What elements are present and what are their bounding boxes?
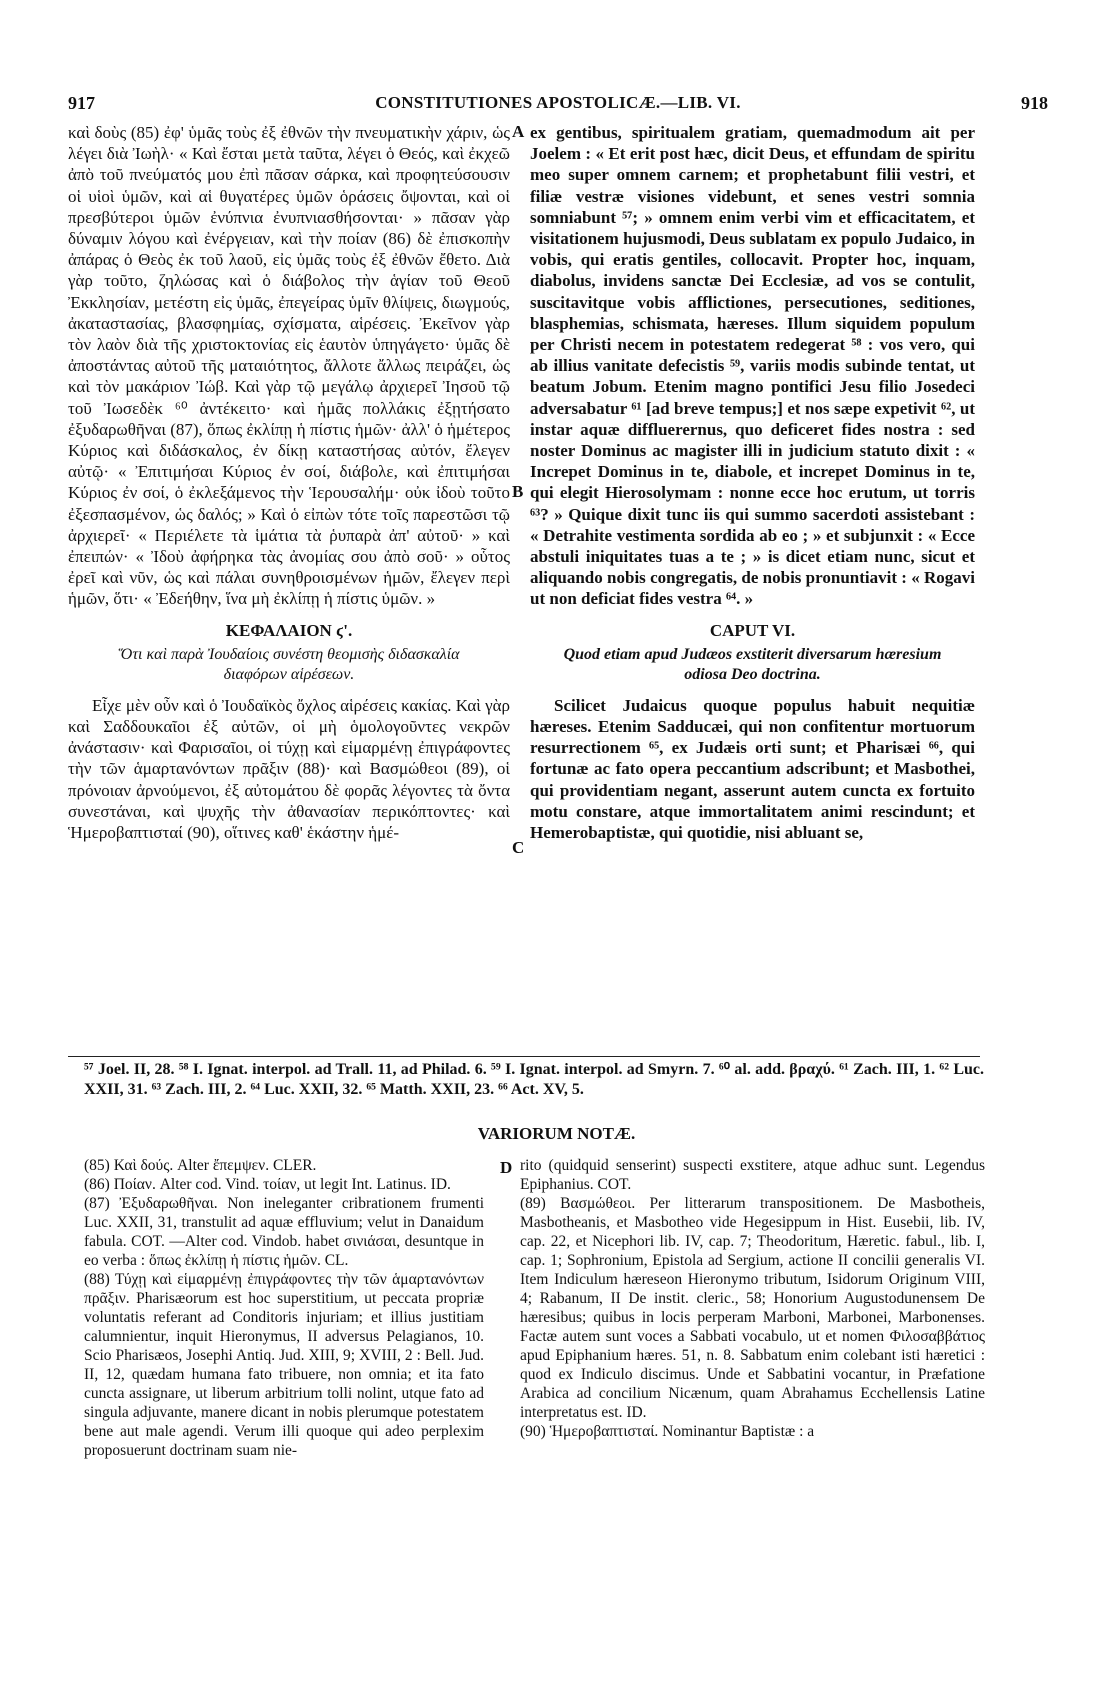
latin-paragraph: Scilicet Judaicus quoque populus habuit nequitiæ hæreses. Etenim Sadducæi, qui non confitentur mortuorum resurrectionem ⁶⁵, ex Judæis orti sunt; et Pharisæi ⁶⁶, qui fortunæ ac fato opera peccantium adscribunt; et Masbothei, qui providentiam negant, asserunt autem cuncta ex fortuito motu constare, atque immortalitatem animi rescindunt; et Hemerobaptistæ, qui quotidie, nisi abluant se, bbox=[530, 695, 975, 843]
greek-column bbox=[68, 122, 510, 843]
margin-marker-c: C bbox=[512, 838, 525, 857]
margin-marker-b: B bbox=[512, 482, 524, 501]
latin-chapter-subtitle: Quod etiam apud Judæos exstiterit diversarum hæresium odiosa Deo doctrina. bbox=[563, 645, 942, 683]
margin-marker-d: D bbox=[500, 1158, 513, 1177]
greek-paragraph: καὶ δοὺς (85) ἐφ' ὑμᾶς τοὺς ἐξ ἐθνῶν τὴν πνευματικὴν χάριν, ὡς λέγει διὰ Ἰωὴλ· « Καὶ ἔσται μετὰ ταῦτα, λέγει ὁ Θεός, καὶ ἐκχεῶ ἀπὸ τοῦ πνεύματός μου ἐπὶ πᾶσαν σάρκα, καὶ προφητεύσουσιν οἱ υἱοὶ ὑμῶν, καὶ αἱ θυγατέρες ὑμῶν ὁράσεις ὄψονται, καὶ οἱ πρεσβύτεροι ὑμῶν ἐνύπνια ἐνυπνιασθήσονται· » πᾶσαν γὰρ δύναμιν λόγου καὶ ἐνέργειαν, καὶ τὴν ποίαν (86) δὲ ἐπισκοπὴν ἀπάρας ὁ Θεὸς ἐκ τοῦ λαοῦ, εἰς ὑμᾶς τοὺς ἐξ ἐθνῶν ἔθετο. Διὰ γὰρ τοῦτο, ζηλώσας καὶ ὁ διάβολος τὴν ἁγίαν τοῦ Θεοῦ Ἐκκλησίαν, μετέστη εἰς ὑμᾶς, ἐπεγείρας ὑμῖν θλίψεις, διωγμούς, ἀκαταστασίας, βλασφημίας, σχίσματα, αἱρέσεις. Ἐκεῖνον γὰρ τὸν λαὸν διὰ τῆς χριστοκτονίας εἰς ἑαυτὸν ὑπηγάγετο· ὑμᾶς δὲ ἀποστάντας αὐτοῦ τῆς ματαιότητος, ἄλλοτε ἄλλως πειράζει, ὡς καὶ τὸν μακάριον Ἰώβ. Καὶ γὰρ τῷ μεγάλῳ ἀρχιερεῖ Ἰησοῦ τῷ τοῦ Ἰωσεδὲκ ⁶⁰ ἀντέκειτο· καὶ ἡμᾶς πολλάκις ἐξῃτήσατο ἐξυδαρωθῆναι (87), ὅπως ἐκλίπῃ ἡ πίστις ἡμῶν· ἀλλ' ὁ ἡμέτερος Κύριος καὶ διδάσκαλος, ἐν δίκῃ καταστήσας αὐτόν, ἔλεγεν αὐτῷ· « Ἐπιτιμήσαι Κύριος ἐν σοί, διάβολε, καὶ ἐπιτιμήσαι Κύριος ἐν σοί, ὁ ἐκλεξάμενος τὴν Ἱερουσαλήμ· οὐκ ἰδοὺ τοῦτο ἐξεσπασμένον, ὡς δαλός; » Καὶ ὁ εἰπὼν τότε τοῖς παρεστῶσι τῷ ἀρχιερεῖ· « Περιέλετε τὰ ἱμάτια τὰ ῥυπαρὰ ἀπ' αὐτοῦ· » καὶ ἐπειπών· « Ἰδοὺ ἀφήρηκα τὰς ἀνομίας σου ἀπὸ σοῦ· » οὗτος ἐρεῖ καὶ νῦν, ὡς καὶ πάλαι συνηθροισμένων ἡμῶν, ἔλεγεν περὶ ἡμῶν, ὅτι· « Ἐδεήθην, ἵνα μὴ ἐκλίπῃ ἡ πίστις ὑμῶν. » bbox=[68, 123, 510, 609]
note-entry: (89) Βασμώθεοι. Per litterarum transpositionem. De Masbotheis, Masbotheanis, et Masbotheo vide Hegesippum in Hist. Eusebii, lib. IV, cap. 22, et Nicephori lib. IV, cap. 7; Theodoritum, Hæretic. fabul., lib. I, cap. 1; Sophronium, Epistola ad Sergium, actione II concilii generalis VI. Item Indiculum hæreseon Hieronymo tributum, Isidorum Originum VIII, 4; Rabanum, II De instit. cleric., 58; Honorium Augustodunensem De hæresibus; quibus in locis perperam Marboni, Marbonei, Marbonenses. Factæ autem sunt voces a Sabbati vocabulo, ut et nomen Φιλοσαββάτιος apud Epiphanium hæres. 51, n. 8. Sabbatum enim colebant isti hæretici : quod ex Indiculo discimus. Unde et Sabbatini vocantur, in Præfatione Arabica ad concilium Nicænum, quam Abrahamus Ecchellensis Latine interpretatus est. ID. bbox=[520, 1195, 985, 1421]
footnote-divider bbox=[68, 1056, 980, 1057]
note-entry: (90) Ἡμεροβαπτισταί. Nominantur Baptistæ : a bbox=[520, 1423, 815, 1440]
note-entry: (88) Τύχῃ καὶ εἱμαρμένῃ ἐπιγράφοντες τὴν τῶν ἁμαρτανόντων πρᾶξιν. Pharisæorum est hoc superstitium, ut peccata propriæ voluntatis referant ad Conditoris injuriam; et illius justitiam calumnientur, inquit Hieronymus, II adversus Pelagianos, 10. Scio Pharisæos, Josephi Antiq. Jud. XIII, 9; XVIII, 2 : Bell. Jud. II, 12, quædam humana fato tribuere, non omnia; et ita fato cuncta assignare, ut liberum arbitrium tolli nolint, utque fato ad singula adjuvante, manere dicant in nobis plerumque potestatem bene aut male agendi. Verum illi quoque qui adeo perplexim proposuerunt doctrinam suam nie- bbox=[84, 1271, 484, 1459]
note-entry: (87) Ἐξυδαρωθῆναι. Non ineleganter cribrationem frumenti Luc. XXII, 31, transtulit ad aquæ effluvium; velut in Danaidum fabula. COT. —Alter cod. Vindob. habet σινιάσαι, desuntque in eo verba : ὅπως ἐκλίπῃ ἡ πίστις ἡμῶν. CL. bbox=[84, 1195, 484, 1269]
page-number-left: 917 bbox=[68, 93, 95, 113]
latin-chapter-heading: CAPUT VI. bbox=[709, 620, 796, 640]
note-entry: rito (quidquid senserint) suspecti exstitere, atque adhuc sunt. Legendus Epiphanius. COT. bbox=[520, 1157, 985, 1193]
scripture-references: ⁵⁷ Joel. II, 28. ⁵⁸ I. Ignat. interpol. ad Trall. 11, ad Philad. 6. ⁵⁹ I. Ignat. interpol. ad Smyrn. 7. ⁶⁰ al. add. βραχύ. ⁶¹ Zach. III, 1. ⁶² Luc. XXII, 31. ⁶³ Zach. III, 2. ⁶⁴ Luc. XXII, 32. ⁶⁵ Matth. XXII, 23. ⁶⁶ Act. XV, 5. bbox=[84, 1061, 984, 1098]
page-number-right: 918 bbox=[1021, 93, 1048, 113]
notes-right-column bbox=[520, 1156, 985, 1441]
notes-title: VARIORUM NOTÆ. bbox=[477, 1124, 636, 1143]
notes-left-column bbox=[84, 1156, 484, 1460]
greek-chapter-subtitle: Ὅτι καὶ παρὰ Ἰουδαίοις συνέστη θεομισὴς διδασκαλία διαφόρων αἱρέσεων. bbox=[118, 645, 460, 683]
greek-chapter-heading: ΚΕΦΑΛΑΙΟΝ ϛ'. bbox=[225, 620, 353, 640]
note-entry: (85) Καὶ δούς. Alter ἔπεμψεν. CLER. bbox=[84, 1157, 317, 1174]
latin-column bbox=[530, 122, 975, 843]
greek-paragraph: Εἶχε μὲν οὖν καὶ ὁ Ἰουδαϊκὸς ὄχλος αἱρέσεις κακίας. Καὶ γὰρ καὶ Σαδδουκαῖοι ἐξ αὐτῶν, οἱ μὴ ὁμολογοῦντες νεκρῶν ἀνάστασιν· καὶ Φαρισαῖοι, οἱ τύχῃ καὶ εἱμαρμένῃ ἐπιγράφοντες τὴν τῶν ἁμαρτανόντων πρᾶξιν (88)· καὶ Βασμώθεοι (89), οἱ πρόνοιαν ἀρνούμενοι, ἐξ αὐτομάτου δὲ φορᾶς λέγοντες τὰ ὄντα συνεστάναι, καὶ ψυχῆς τὴν ἀθανασίαν περικόπτοντες· καὶ Ἡμεροβαπτισταί (90), οἵτινες καθ' ἑκάστην ἡμέ- bbox=[68, 695, 510, 843]
latin-paragraph: ex gentibus, spiritualem gratiam, quemadmodum ait per Joelem : « Et erit post hæc, dicit Deus, et effundam de spiritu meo super omnem carnem; et prophetabunt filii vestri, et filiæ vestræ visiones videbunt, et senes vestri somnia somniabunt ⁵⁷; » omnem enim verbi vim et efficacitatem, et visitationem hujusmodi, Deus sublatam ex populo Judaico, in vobis, qui eratis gentiles, collocavit. Propter hoc, inquam, diabolus, invidens sanctæ Dei Ecclesiæ, ad vos se contulit, suscitavitque vobis afflictiones, persecutiones, seditiones, blasphemias, schismata, hæreses. Illum siquidem populum per Christi necem in potestatem redegerat ⁵⁸ : vos vero, qui ab illius vanitate defecistis ⁵⁹, variis modis subinde tentat, ut beatum Jobum. Etenim magno pontifici Jesu filio Josedeci adversabatur ⁶¹ [ad breve tempus;] et nos sæpe expetivit ⁶², ut instar aquæ diffluerernus, quo deficeret fides nostra : sed noster Dominus ac magister illi in judicium statuto dixit : « Increpet Dominus in te, diabole, et increpet Dominus in te, qui elegit Hierosolymam : nonne ecce hoc erutum, ut torris ⁶³? » Quique dixit tunc iis qui summo sacerdoti assistebant : « Detrahite vestimenta sordida ab eo ; » et subjunxit : « Ecce abstuli iniquitates tuas a te ; » is dicet etiam nunc, sicut et aliquando nobis congregatis, de nobis pronuntiavit : « Rogavi ut non deficiat fides vestra ⁶⁴. » bbox=[530, 123, 975, 609]
margin-marker-a: A bbox=[512, 122, 525, 141]
page-header bbox=[68, 93, 1048, 117]
note-entry: (86) Ποίαν. Alter cod. Vind. τοίαν, ut legit Int. Latinus. ID. bbox=[84, 1176, 451, 1193]
running-title: CONSTITUTIONES APOSTOLICÆ.—LIB. VI. bbox=[375, 93, 741, 112]
